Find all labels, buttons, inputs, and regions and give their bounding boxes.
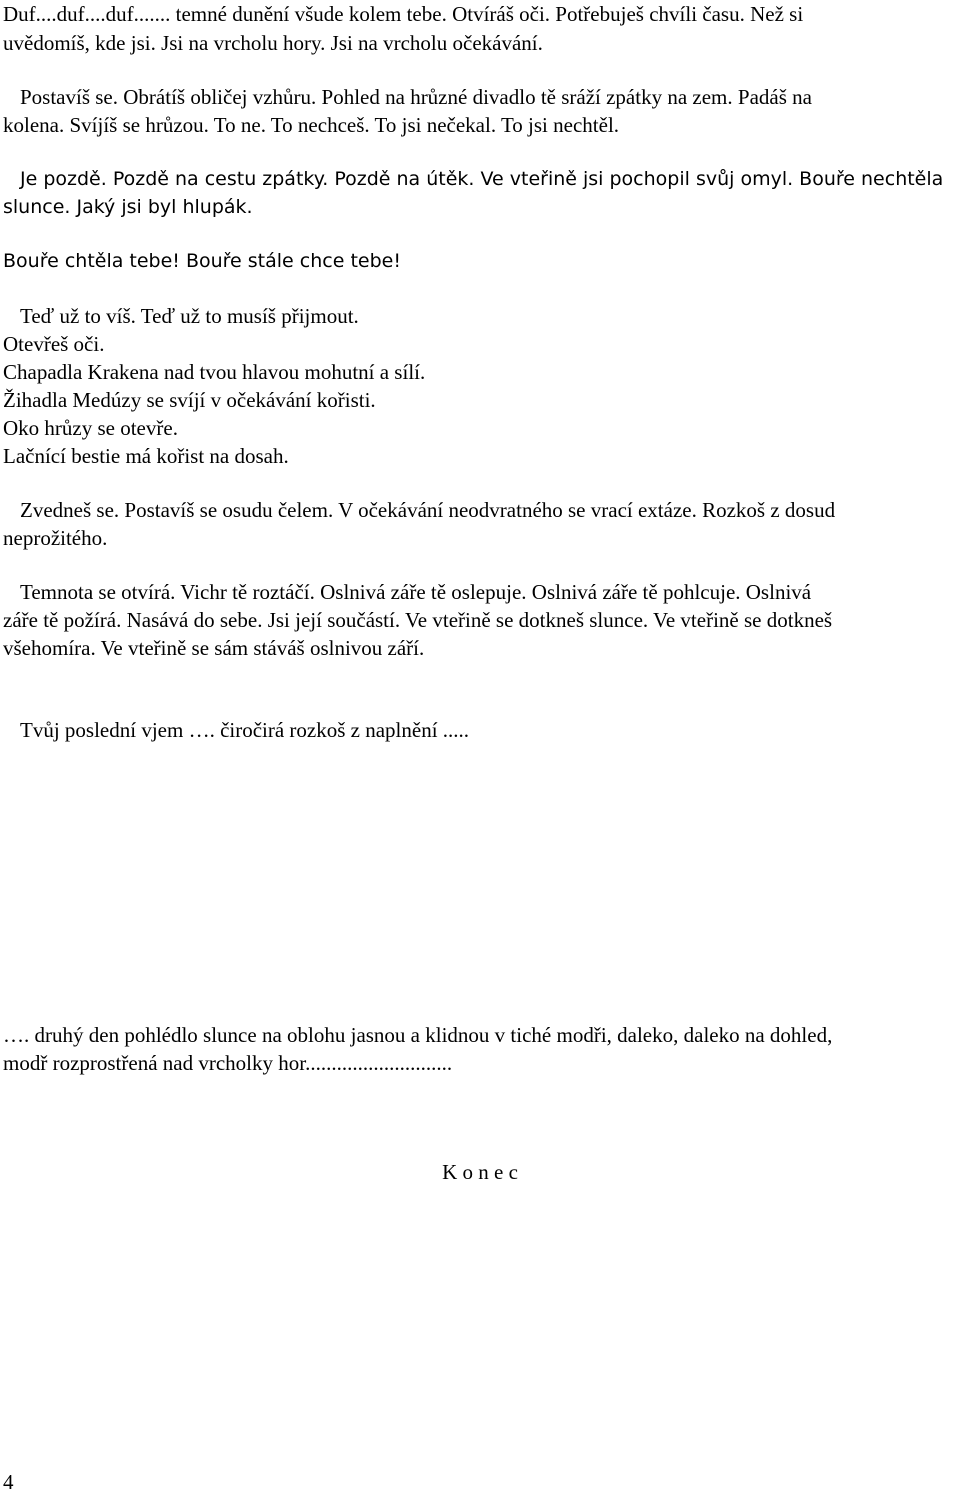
page-number: 4 <box>3 1470 14 1494</box>
paragraph-3-line-2: slunce. Jaký jsi byl hlupák. <box>3 196 253 218</box>
paragraph-8-line-1: Tvůj poslední vjem …. čiročirá rozkoš z naplnění ..... <box>20 718 470 742</box>
paragraph-1-line-2: uvědomíš, kde jsi. Jsi na vrcholu hory. Jsi na vrcholu očekávání. <box>3 31 543 55</box>
paragraph-7-line-1: Temnota se otvírá. Vichr tě roztáčí. Oslnivá záře tě oslepuje. Oslnivá záře tě pohlcuje. Oslnivá <box>20 580 812 604</box>
paragraph-6-line-1: Zvedneš se. Postavíš se osudu čelem. V očekávání neodvratného se vrací extáze. Rozkoš z dosud <box>20 498 836 522</box>
paragraph-6-line-2: neprožitého. <box>3 526 108 550</box>
paragraph-5-line-6: Lačnící bestie má kořist na dosah. <box>3 444 289 468</box>
paragraph-1-line-1: Duf....duf....duf....... temné dunění všude kolem tebe. Otvíráš oči. Potřebuješ chvíli času. Než si <box>3 2 804 26</box>
paragraph-3-line-1: Je pozdě. Pozdě na cestu zpátky. Pozdě na útěk. Ve vteřině jsi pochopil svůj omyl. Bouře nechtěla <box>20 168 944 190</box>
paragraph-5-line-4: Žihadla Medúzy se svíjí v očekávání kořisti. <box>3 388 376 412</box>
paragraph-5-line-3: Chapadla Krakena nad tvou hlavou mohutní a sílí. <box>3 360 426 384</box>
paragraph-9-line-1: …. druhý den pohlédlo slunce na oblohu jasnou a klidnou v tiché modři, daleko, daleko na dohled, <box>3 1023 833 1047</box>
ending-title: K o n e c <box>442 1160 518 1184</box>
paragraph-9-line-2: modř rozprostřená nad vrcholky hor............................ <box>3 1051 453 1075</box>
paragraph-4-line-1: Bouře chtěla tebe! Bouře stále chce tebe! <box>3 250 401 272</box>
paragraph-7-line-2: záře tě požírá. Nasává do sebe. Jsi její součástí. Ve vteřině se dotkneš slunce. Ve vteřině se dotkneš <box>3 608 833 632</box>
paragraph-2-line-1: Postavíš se. Obrátíš obličej vzhůru. Pohled na hrůzné divadlo tě sráží zpátky na zem. Padáš na <box>20 85 812 109</box>
paragraph-5-line-5: Oko hrůzy se otevře. <box>3 416 178 440</box>
paragraph-5-line-2: Otevřeš oči. <box>3 332 105 356</box>
paragraph-2-line-2: kolena. Svíjíš se hrůzou. To ne. To nechceš. To jsi nečekal. To jsi nechtěl. <box>3 113 620 137</box>
paragraph-5-line-1: Teď už to víš. Teď už to musíš přijmout. <box>20 304 359 328</box>
paragraph-7-line-3: všehomíra. Ve vteřině se sám stáváš oslnivou září. <box>3 636 425 660</box>
